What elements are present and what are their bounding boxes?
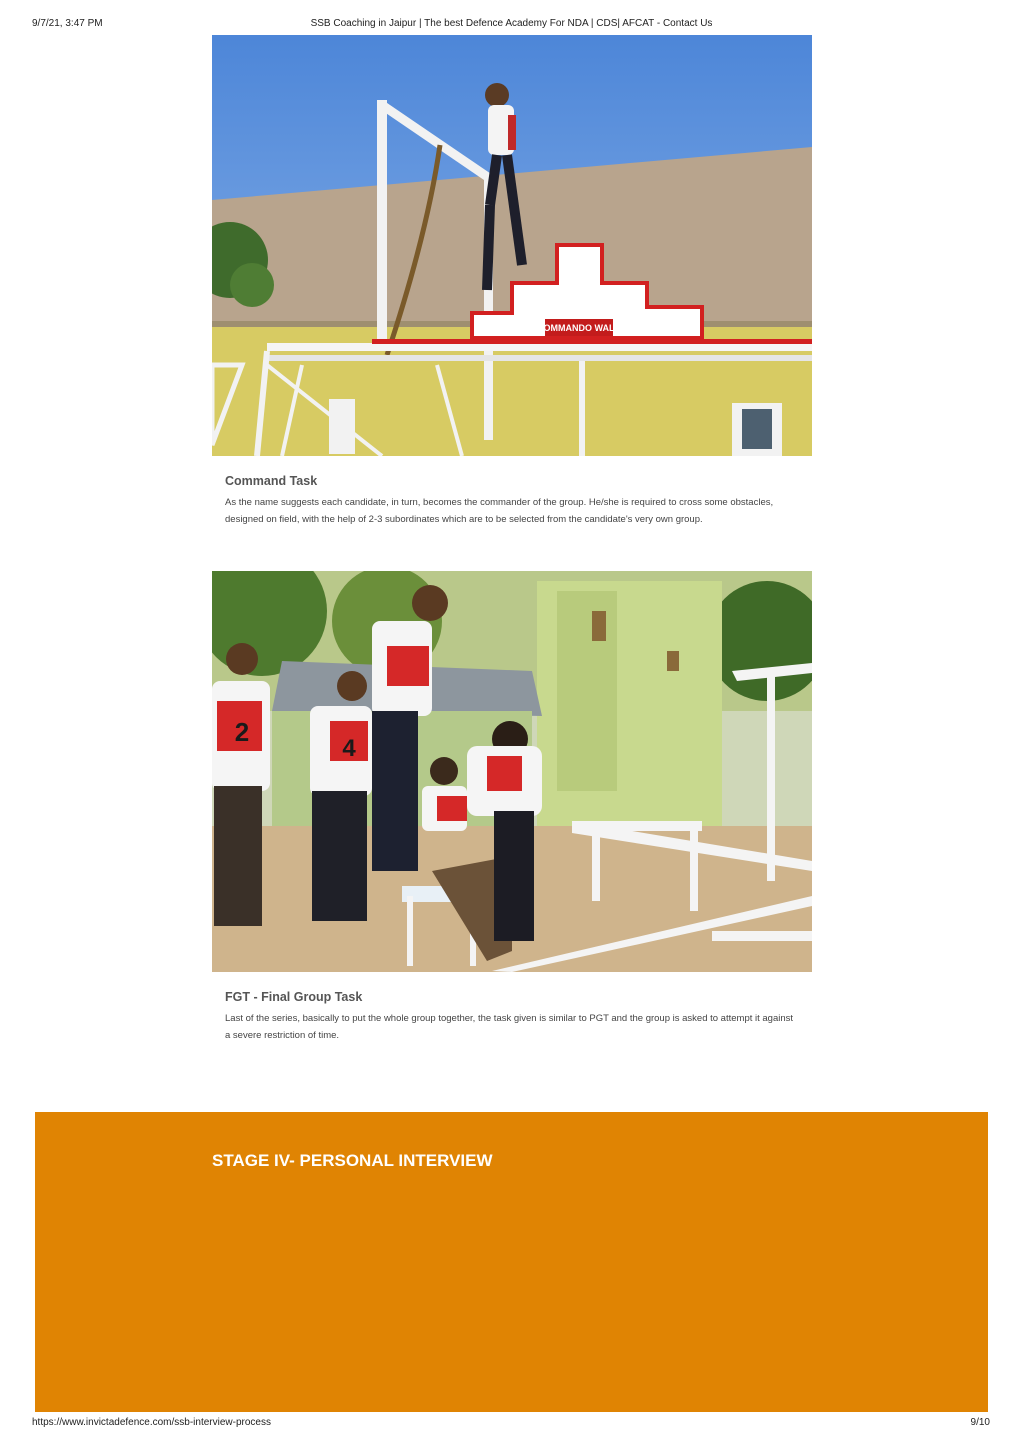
stage-iv-banner: [35, 1112, 988, 1412]
print-page-number: 9/10: [970, 1417, 990, 1428]
bib-number-middle: 4: [342, 735, 356, 762]
print-datetime: 9/7/21, 3:47 PM: [32, 18, 103, 29]
fgt-title: FGT - Final Group Task: [225, 990, 363, 1004]
print-url: https://www.invictadefence.com/ssb-interview-process: [32, 1417, 271, 1428]
stage-iv-title: STAGE IV- PERSONAL INTERVIEW: [212, 1151, 493, 1170]
bib-number-left: 2: [234, 717, 250, 747]
command-task-photo: [212, 35, 812, 456]
commando-walk-sign: COMMANDO WALK: [537, 323, 621, 333]
command-task-description: As the name suggests each candidate, in turn, becomes the commander of the group. He/she is required to cross some obstacles, designed on field, with the help of 2-3 subordinates which are to be selected from the candidate's very own group.: [225, 497, 774, 525]
fgt-description: Last of the series, basically to put the whole group together, the task given is similar to PGT and the group is asked to attempt it against a severe restriction of time.: [225, 1013, 794, 1041]
final-group-task-photo: [212, 571, 812, 972]
command-task-title: Command Task: [225, 474, 318, 488]
print-page-title: SSB Coaching in Jaipur | The best Defence Academy For NDA | CDS| AFCAT - Contact Us: [310, 18, 713, 29]
